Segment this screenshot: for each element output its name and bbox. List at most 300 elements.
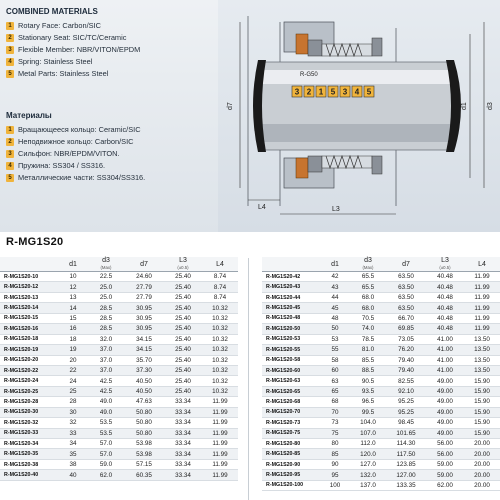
material-en-item-text: Flexible Member: NBR/VITON/EPDM xyxy=(18,45,141,54)
value-cell: 33.34 xyxy=(164,428,202,438)
part-label: R-G50 xyxy=(300,72,318,78)
model-cell: R-MG1S20-48 xyxy=(262,313,320,323)
value-cell: 25.40 xyxy=(164,272,202,282)
material-en-item xyxy=(6,44,140,55)
value-cell: 27.79 xyxy=(124,282,164,292)
material-en-item xyxy=(6,32,126,43)
table-row xyxy=(262,428,500,438)
value-cell: 49.00 xyxy=(426,428,464,438)
col-model xyxy=(0,257,58,272)
value-cell: 59.00 xyxy=(426,470,464,480)
model-cell: R-MG1S20-15 xyxy=(0,313,58,323)
value-cell: 33.34 xyxy=(164,407,202,417)
value-cell: 33.34 xyxy=(164,397,202,407)
value-cell: 8.74 xyxy=(202,272,238,282)
table-row xyxy=(262,334,500,344)
value-cell: 49.00 xyxy=(426,407,464,417)
value-cell: 22 xyxy=(58,365,88,375)
value-cell: 57.0 xyxy=(88,449,124,459)
value-cell: 25.40 xyxy=(164,386,202,396)
value-cell: 34.15 xyxy=(124,345,164,355)
value-cell: 8.74 xyxy=(202,282,238,292)
table-row xyxy=(0,439,238,449)
callout-number: 3 xyxy=(342,87,348,97)
value-cell: 120.0 xyxy=(350,449,386,459)
value-cell: 104.0 xyxy=(350,418,386,428)
callout-number-icon: 3 xyxy=(6,46,14,54)
table-row xyxy=(0,345,238,355)
model-cell: R-MG1S20-65 xyxy=(262,386,320,396)
callout-number-icon: 4 xyxy=(6,162,14,170)
table-row xyxy=(0,355,238,365)
col-d7: d7 xyxy=(124,257,164,272)
model-cell: R-MG1S20-12 xyxy=(0,282,58,292)
value-cell: 79.40 xyxy=(386,355,426,365)
value-cell: 10.32 xyxy=(202,365,238,375)
model-cell: R-MG1S20-43 xyxy=(262,282,320,292)
table-row xyxy=(262,324,500,334)
value-cell: 82.55 xyxy=(386,376,426,386)
callout-number: 4 xyxy=(354,87,360,97)
value-cell: 11.99 xyxy=(202,397,238,407)
seal-drawing-svg xyxy=(218,0,500,232)
model-cell: R-MG1S20-28 xyxy=(0,397,58,407)
material-en-item-text: Stationary Seat: SIC/TC/Ceramic xyxy=(18,33,127,42)
value-cell: 73.05 xyxy=(386,334,426,344)
model-cell: R-MG1S20-90 xyxy=(262,459,320,469)
value-cell: 40.48 xyxy=(426,272,464,282)
value-cell: 41.00 xyxy=(426,365,464,375)
table-row xyxy=(0,324,238,334)
value-cell: 11.99 xyxy=(202,418,238,428)
value-cell: 42.5 xyxy=(88,386,124,396)
col-d3: d3 (Max) xyxy=(88,257,124,272)
material-ru-item xyxy=(6,160,105,171)
value-cell: 92.10 xyxy=(386,386,426,396)
value-cell: 28 xyxy=(58,397,88,407)
value-cell: 11.99 xyxy=(464,282,500,292)
value-cell: 49.0 xyxy=(88,397,124,407)
value-cell: 99.5 xyxy=(350,407,386,417)
carbon-face-top xyxy=(296,34,308,54)
model-cell: R-MG1S20-18 xyxy=(0,334,58,344)
value-cell: 42 xyxy=(320,272,350,282)
value-cell: 11.99 xyxy=(202,428,238,438)
material-en-item xyxy=(6,68,108,79)
col-d3: d3 (Max) xyxy=(350,257,386,272)
material-en-item-text: Rotary Face: Carbon/SIC xyxy=(18,21,101,30)
value-cell: 11.99 xyxy=(464,292,500,302)
model-cell: R-MG1S20-95 xyxy=(262,470,320,480)
value-cell: 20 xyxy=(58,355,88,365)
value-cell: 33.34 xyxy=(164,459,202,469)
model-cell: R-MG1S20-42 xyxy=(262,272,320,282)
model-cell: R-MG1S20-20 xyxy=(0,355,58,365)
callout-number: 3 xyxy=(294,87,300,97)
value-cell: 101.65 xyxy=(386,428,426,438)
dimension-table-right xyxy=(262,257,500,491)
value-cell: 123.85 xyxy=(386,459,426,469)
table-row xyxy=(0,428,238,438)
value-cell: 11.99 xyxy=(202,449,238,459)
value-cell: 20.00 xyxy=(464,459,500,469)
value-cell: 42.5 xyxy=(88,376,124,386)
value-cell: 53.5 xyxy=(88,428,124,438)
value-cell: 30.95 xyxy=(124,313,164,323)
model-cell: R-MG1S20-75 xyxy=(262,428,320,438)
value-cell: 55 xyxy=(320,345,350,355)
model-cell: R-MG1S20-44 xyxy=(262,292,320,302)
carbon-face-bottom xyxy=(296,158,308,178)
value-cell: 57.15 xyxy=(124,459,164,469)
value-cell: 90 xyxy=(320,459,350,469)
col-l4: L4 xyxy=(202,257,238,272)
callout-number-icon: 3 xyxy=(6,150,14,158)
value-cell: 11.99 xyxy=(464,272,500,282)
value-cell: 95 xyxy=(320,470,350,480)
value-cell: 53.5 xyxy=(88,418,124,428)
value-cell: 114.30 xyxy=(386,439,426,449)
model-cell: R-MG1S20-16 xyxy=(0,324,58,334)
value-cell: 65 xyxy=(320,386,350,396)
value-cell: 10 xyxy=(58,272,88,282)
value-cell: 68.0 xyxy=(350,303,386,313)
table-row xyxy=(0,334,238,344)
model-cell: R-MG1S20-30 xyxy=(0,407,58,417)
value-cell: 30 xyxy=(58,407,88,417)
model-cell: R-MG1S20-38 xyxy=(0,459,58,469)
table-row xyxy=(0,449,238,459)
value-cell: 107.0 xyxy=(350,428,386,438)
materials-panel xyxy=(0,0,218,232)
value-cell: 18 xyxy=(58,334,88,344)
value-cell: 10.32 xyxy=(202,386,238,396)
value-cell: 10.32 xyxy=(202,303,238,313)
model-cell: R-MG1S20-34 xyxy=(0,439,58,449)
model-cell: R-MG1S20-50 xyxy=(262,324,320,334)
model-cell: R-MG1S20-24 xyxy=(0,376,58,386)
col-l3: L3 (±0.5) xyxy=(426,257,464,272)
value-cell: 66.70 xyxy=(386,313,426,323)
value-cell: 65.5 xyxy=(350,272,386,282)
value-cell: 33.34 xyxy=(164,449,202,459)
value-cell: 15.90 xyxy=(464,407,500,417)
seal-cross-section-drawing xyxy=(218,0,500,232)
value-cell: 15 xyxy=(58,313,88,323)
value-cell: 85.5 xyxy=(350,355,386,365)
value-cell: 10.32 xyxy=(202,324,238,334)
col-d1: d1 xyxy=(320,257,350,272)
value-cell: 58 xyxy=(320,355,350,365)
value-cell: 40.48 xyxy=(426,282,464,292)
value-cell: 63.50 xyxy=(386,272,426,282)
value-cell: 57.0 xyxy=(88,439,124,449)
model-cell: R-MG1S20-19 xyxy=(0,345,58,355)
material-ru-item xyxy=(6,124,141,135)
value-cell: 127.0 xyxy=(350,459,386,469)
value-cell: 75 xyxy=(320,428,350,438)
value-cell: 50.80 xyxy=(124,418,164,428)
value-cell: 37.0 xyxy=(88,365,124,375)
value-cell: 45 xyxy=(320,303,350,313)
value-cell: 56.00 xyxy=(426,449,464,459)
model-cell: R-MG1S20-45 xyxy=(262,303,320,313)
value-cell: 60.35 xyxy=(124,470,164,480)
value-cell: 59.00 xyxy=(426,459,464,469)
table-row xyxy=(0,407,238,417)
value-cell: 20.00 xyxy=(464,449,500,459)
value-cell: 28.5 xyxy=(88,313,124,323)
value-cell: 25.40 xyxy=(164,282,202,292)
callout-number-icon: 4 xyxy=(6,58,14,66)
value-cell: 117.50 xyxy=(386,449,426,459)
value-cell: 20.00 xyxy=(464,439,500,449)
value-cell: 24 xyxy=(58,376,88,386)
value-cell: 85 xyxy=(320,449,350,459)
value-cell: 73 xyxy=(320,418,350,428)
dim-d1-label: d1 xyxy=(461,102,468,110)
value-cell: 96.5 xyxy=(350,397,386,407)
value-cell: 15.90 xyxy=(464,376,500,386)
value-cell: 50 xyxy=(320,324,350,334)
model-cell: R-MG1S20-13 xyxy=(0,292,58,302)
value-cell: 25.0 xyxy=(88,282,124,292)
value-cell: 37.0 xyxy=(88,345,124,355)
value-cell: 10.32 xyxy=(202,376,238,386)
value-cell: 98.45 xyxy=(386,418,426,428)
value-cell: 25.40 xyxy=(164,376,202,386)
table-row xyxy=(0,386,238,396)
value-cell: 34.15 xyxy=(124,334,164,344)
callout-number: 2 xyxy=(306,87,312,97)
callout-number-icon: 2 xyxy=(6,34,14,42)
dim-l4-label: L4 xyxy=(258,204,266,211)
callout-group xyxy=(292,86,374,97)
callout-number: 5 xyxy=(330,87,336,97)
value-cell: 25.40 xyxy=(164,334,202,344)
value-cell: 34 xyxy=(58,439,88,449)
table-row xyxy=(0,418,238,428)
material-ru-item xyxy=(6,148,120,159)
material-en-item-text: Metal Parts: Stainless Steel xyxy=(18,69,109,78)
value-cell: 63 xyxy=(320,376,350,386)
table-row xyxy=(0,282,238,292)
value-cell: 133.35 xyxy=(386,480,426,490)
value-cell: 15.90 xyxy=(464,397,500,407)
shaft xyxy=(258,62,454,150)
retainer-top xyxy=(372,38,382,56)
value-cell: 63.50 xyxy=(386,303,426,313)
material-en-item xyxy=(6,20,101,31)
table-row xyxy=(262,345,500,355)
value-cell: 41.00 xyxy=(426,345,464,355)
table-right-header xyxy=(262,257,500,272)
model-cell: R-MG1S20-100 xyxy=(262,480,320,490)
material-ru-item-text: Пружина: SS304 / SS316. xyxy=(18,161,106,170)
value-cell: 15.90 xyxy=(464,386,500,396)
value-cell: 40.48 xyxy=(426,303,464,313)
value-cell: 25.40 xyxy=(164,292,202,302)
value-cell: 47.63 xyxy=(124,397,164,407)
product-info-panel xyxy=(0,0,500,232)
value-cell: 63.50 xyxy=(386,292,426,302)
table-left-body xyxy=(0,272,238,481)
value-cell: 69.85 xyxy=(386,324,426,334)
material-ru-item-text: Вращающееся кольцо: Ceramic/SIC xyxy=(18,125,141,134)
value-cell: 48 xyxy=(320,313,350,323)
value-cell: 40.48 xyxy=(426,313,464,323)
value-cell: 25.40 xyxy=(164,324,202,334)
model-cell: R-MG1S20-63 xyxy=(262,376,320,386)
table-row xyxy=(0,292,238,302)
value-cell: 81.0 xyxy=(350,345,386,355)
table-row xyxy=(262,355,500,365)
value-cell: 13.50 xyxy=(464,345,500,355)
model-cell: R-MG1S20-73 xyxy=(262,418,320,428)
col-l4: L4 xyxy=(464,257,500,272)
value-cell: 13 xyxy=(58,292,88,302)
value-cell: 11.99 xyxy=(202,407,238,417)
value-cell: 20.00 xyxy=(464,470,500,480)
table-row xyxy=(0,272,238,282)
material-ru-item-text: Неподвижное кольцо: Carbon/SIC xyxy=(18,137,134,146)
table-row xyxy=(262,386,500,396)
model-cell: R-MG1S20-25 xyxy=(0,386,58,396)
callout-number: 5 xyxy=(366,87,372,97)
table-row xyxy=(0,313,238,323)
value-cell: 13.50 xyxy=(464,355,500,365)
model-cell: R-MG1S20-32 xyxy=(0,418,58,428)
value-cell: 11.99 xyxy=(202,470,238,480)
value-cell: 62.00 xyxy=(426,480,464,490)
value-cell: 37.0 xyxy=(88,355,124,365)
value-cell: 28.5 xyxy=(88,303,124,313)
model-cell: R-MG1S20-70 xyxy=(262,407,320,417)
col-l3: L3 (±0.5) xyxy=(164,257,202,272)
model-cell: R-MG1S20-55 xyxy=(262,345,320,355)
value-cell: 44 xyxy=(320,292,350,302)
value-cell: 137.0 xyxy=(350,480,386,490)
value-cell: 112.0 xyxy=(350,439,386,449)
value-cell: 33.34 xyxy=(164,439,202,449)
table-row xyxy=(262,365,500,375)
table-row xyxy=(262,303,500,313)
value-cell: 14 xyxy=(58,303,88,313)
value-cell: 19 xyxy=(58,345,88,355)
col-d1: d1 xyxy=(58,257,88,272)
materials-heading-ru: Материалы xyxy=(6,111,52,120)
callout-number-icon: 5 xyxy=(6,70,14,78)
value-cell: 37.30 xyxy=(124,365,164,375)
dimension-table-left xyxy=(0,257,238,481)
material-en-item xyxy=(6,56,92,67)
col-model xyxy=(262,257,320,272)
value-cell: 95.25 xyxy=(386,407,426,417)
value-cell: 11.99 xyxy=(464,324,500,334)
value-cell: 49.00 xyxy=(426,397,464,407)
table-row xyxy=(262,470,500,480)
value-cell: 13.50 xyxy=(464,334,500,344)
value-cell: 70.5 xyxy=(350,313,386,323)
value-cell: 60 xyxy=(320,365,350,375)
table-right-body xyxy=(262,272,500,491)
value-cell: 68 xyxy=(320,397,350,407)
model-cell: R-MG1S20-80 xyxy=(262,439,320,449)
dim-d7-label: d7 xyxy=(227,102,234,110)
value-cell: 50.80 xyxy=(124,428,164,438)
value-cell: 59.0 xyxy=(88,459,124,469)
value-cell: 95.25 xyxy=(386,397,426,407)
model-cell: R-MG1S20-85 xyxy=(262,449,320,459)
value-cell: 41.00 xyxy=(426,355,464,365)
value-cell: 49.00 xyxy=(426,386,464,396)
value-cell: 25.40 xyxy=(164,303,202,313)
value-cell: 90.5 xyxy=(350,376,386,386)
value-cell: 13.50 xyxy=(464,365,500,375)
value-cell: 40.48 xyxy=(426,324,464,334)
table-row xyxy=(262,418,500,428)
product-title: R-MG1S20 xyxy=(6,236,64,248)
value-cell: 10.32 xyxy=(202,334,238,344)
shaft-highlight xyxy=(258,70,454,84)
table-row xyxy=(0,365,238,375)
table-row xyxy=(0,376,238,386)
value-cell: 24.60 xyxy=(124,272,164,282)
value-cell: 20.00 xyxy=(464,480,500,490)
table-row xyxy=(0,470,238,480)
value-cell: 35 xyxy=(58,449,88,459)
value-cell: 30.95 xyxy=(124,303,164,313)
value-cell: 10.32 xyxy=(202,355,238,365)
model-cell: R-MG1S20-60 xyxy=(262,365,320,375)
value-cell: 15.90 xyxy=(464,428,500,438)
model-cell: R-MG1S20-53 xyxy=(262,334,320,344)
value-cell: 49.0 xyxy=(88,407,124,417)
value-cell: 74.0 xyxy=(350,324,386,334)
table-row xyxy=(262,282,500,292)
value-cell: 15.90 xyxy=(464,418,500,428)
col-d7: d7 xyxy=(386,257,426,272)
value-cell: 32 xyxy=(58,418,88,428)
material-ru-item-text: Сильфон: NBR/EPDM/VITON. xyxy=(18,149,120,158)
retainer-bottom xyxy=(372,156,382,174)
value-cell: 33 xyxy=(58,428,88,438)
value-cell: 25.40 xyxy=(164,355,202,365)
value-cell: 35.70 xyxy=(124,355,164,365)
value-cell: 80 xyxy=(320,439,350,449)
material-ru-item xyxy=(6,136,133,147)
value-cell: 25.40 xyxy=(164,345,202,355)
material-en-item-text: Spring: Stainless Steel xyxy=(18,57,93,66)
model-cell: R-MG1S20-58 xyxy=(262,355,320,365)
value-cell: 132.0 xyxy=(350,470,386,480)
value-cell: 40.48 xyxy=(426,292,464,302)
value-cell: 100 xyxy=(320,480,350,490)
model-cell: R-MG1S20-22 xyxy=(0,365,58,375)
table-row xyxy=(262,449,500,459)
dim-l3-label: L3 xyxy=(332,206,340,213)
value-cell: 49.00 xyxy=(426,418,464,428)
callout-number-icon: 1 xyxy=(6,126,14,134)
value-cell: 79.40 xyxy=(386,365,426,375)
value-cell: 10.32 xyxy=(202,313,238,323)
model-cell: R-MG1S20-40 xyxy=(0,470,58,480)
dim-d3-label: d3 xyxy=(487,102,494,110)
model-cell: R-MG1S20-68 xyxy=(262,397,320,407)
value-cell: 25.40 xyxy=(164,313,202,323)
table-row xyxy=(262,397,500,407)
value-cell: 41.00 xyxy=(426,334,464,344)
